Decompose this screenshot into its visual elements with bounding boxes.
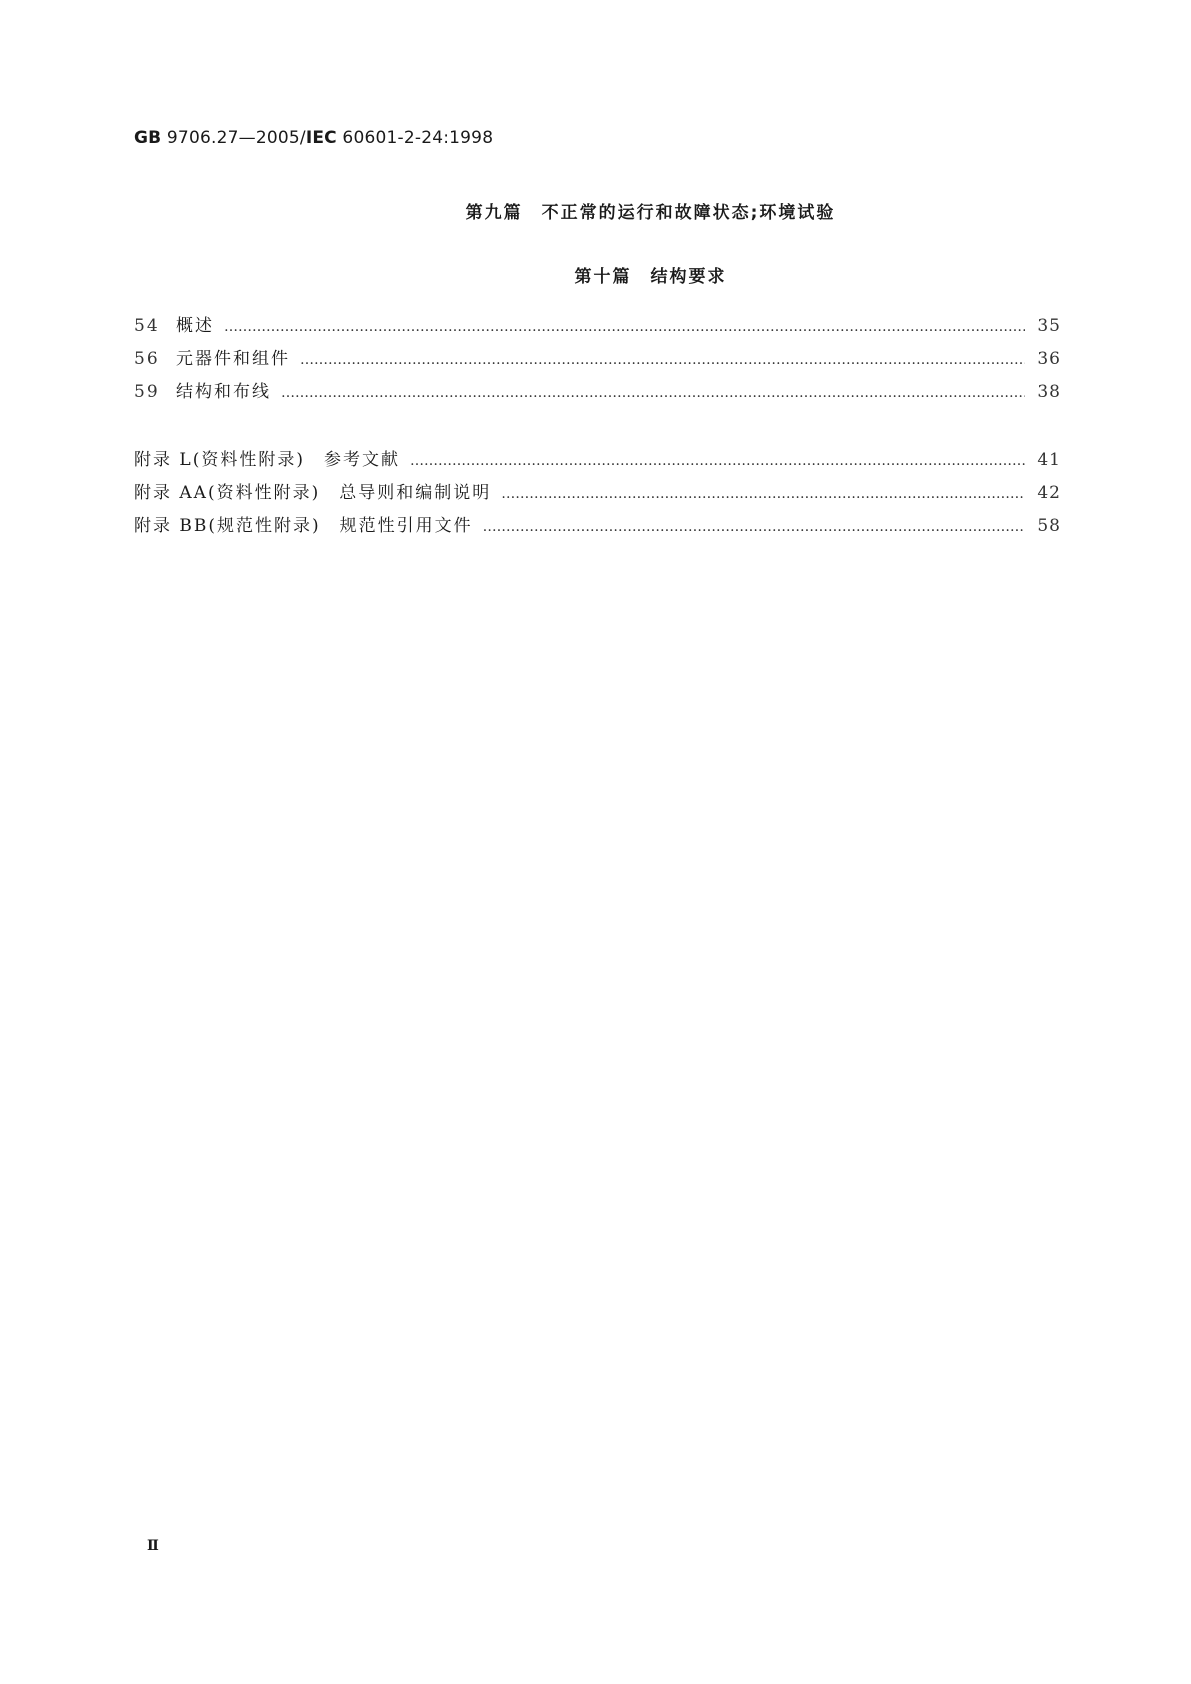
toc-annex-entry[interactable] [134,445,1061,478]
document-header [134,128,493,148]
toc-leader-dots [300,352,1025,368]
page-number: Ⅱ [147,1538,159,1554]
toc-leader-dots [281,385,1025,401]
toc-entry-number: 56 [134,349,160,369]
toc-annex-page: 41 [1037,450,1061,470]
standard-prefix: GB [134,128,162,148]
toc-annex-page: 42 [1037,483,1061,503]
toc-entry-page: 36 [1037,349,1061,369]
toc-annex-title: 附录 AA(资料性附录) 总导则和编制说明 [134,483,492,503]
toc-main-list [134,311,1061,410]
toc-entry-number: 59 [134,382,160,402]
toc-leader-dots [410,453,1025,469]
toc-leader-dots [483,519,1025,535]
standard-number: 9706.27—2005/ [161,128,306,148]
part-nine-heading: 第九篇 不正常的运行和故障状态;环境试验 [465,203,836,223]
toc-annex-title: 附录 L(资料性附录) 参考文献 [134,450,400,470]
toc-entry-title: 结构和布线 [176,382,271,402]
toc-entry[interactable] [134,344,1061,377]
toc-leader-dots [501,486,1025,502]
toc-entry-title: 概述 [176,316,214,336]
toc-annex-title: 附录 BB(规范性附录) 规范性引用文件 [134,516,473,536]
toc-entry-page: 35 [1037,316,1061,336]
toc-entry[interactable] [134,377,1061,410]
toc-entry-title: 元器件和组件 [176,349,290,369]
toc-annex-entry[interactable] [134,478,1061,511]
toc-entry-number: 54 [134,316,160,336]
toc-leader-dots [224,319,1025,335]
iec-number: 60601-2-24:1998 [336,128,494,148]
toc-annex-list [134,445,1061,544]
toc-entry-page: 38 [1037,382,1061,402]
toc-annex-page: 58 [1037,516,1061,536]
toc-annex-entry[interactable] [134,511,1061,544]
toc-entry[interactable] [134,311,1061,344]
part-ten-heading: 第十篇 结构要求 [574,267,727,287]
iec-prefix: IEC [305,128,337,148]
